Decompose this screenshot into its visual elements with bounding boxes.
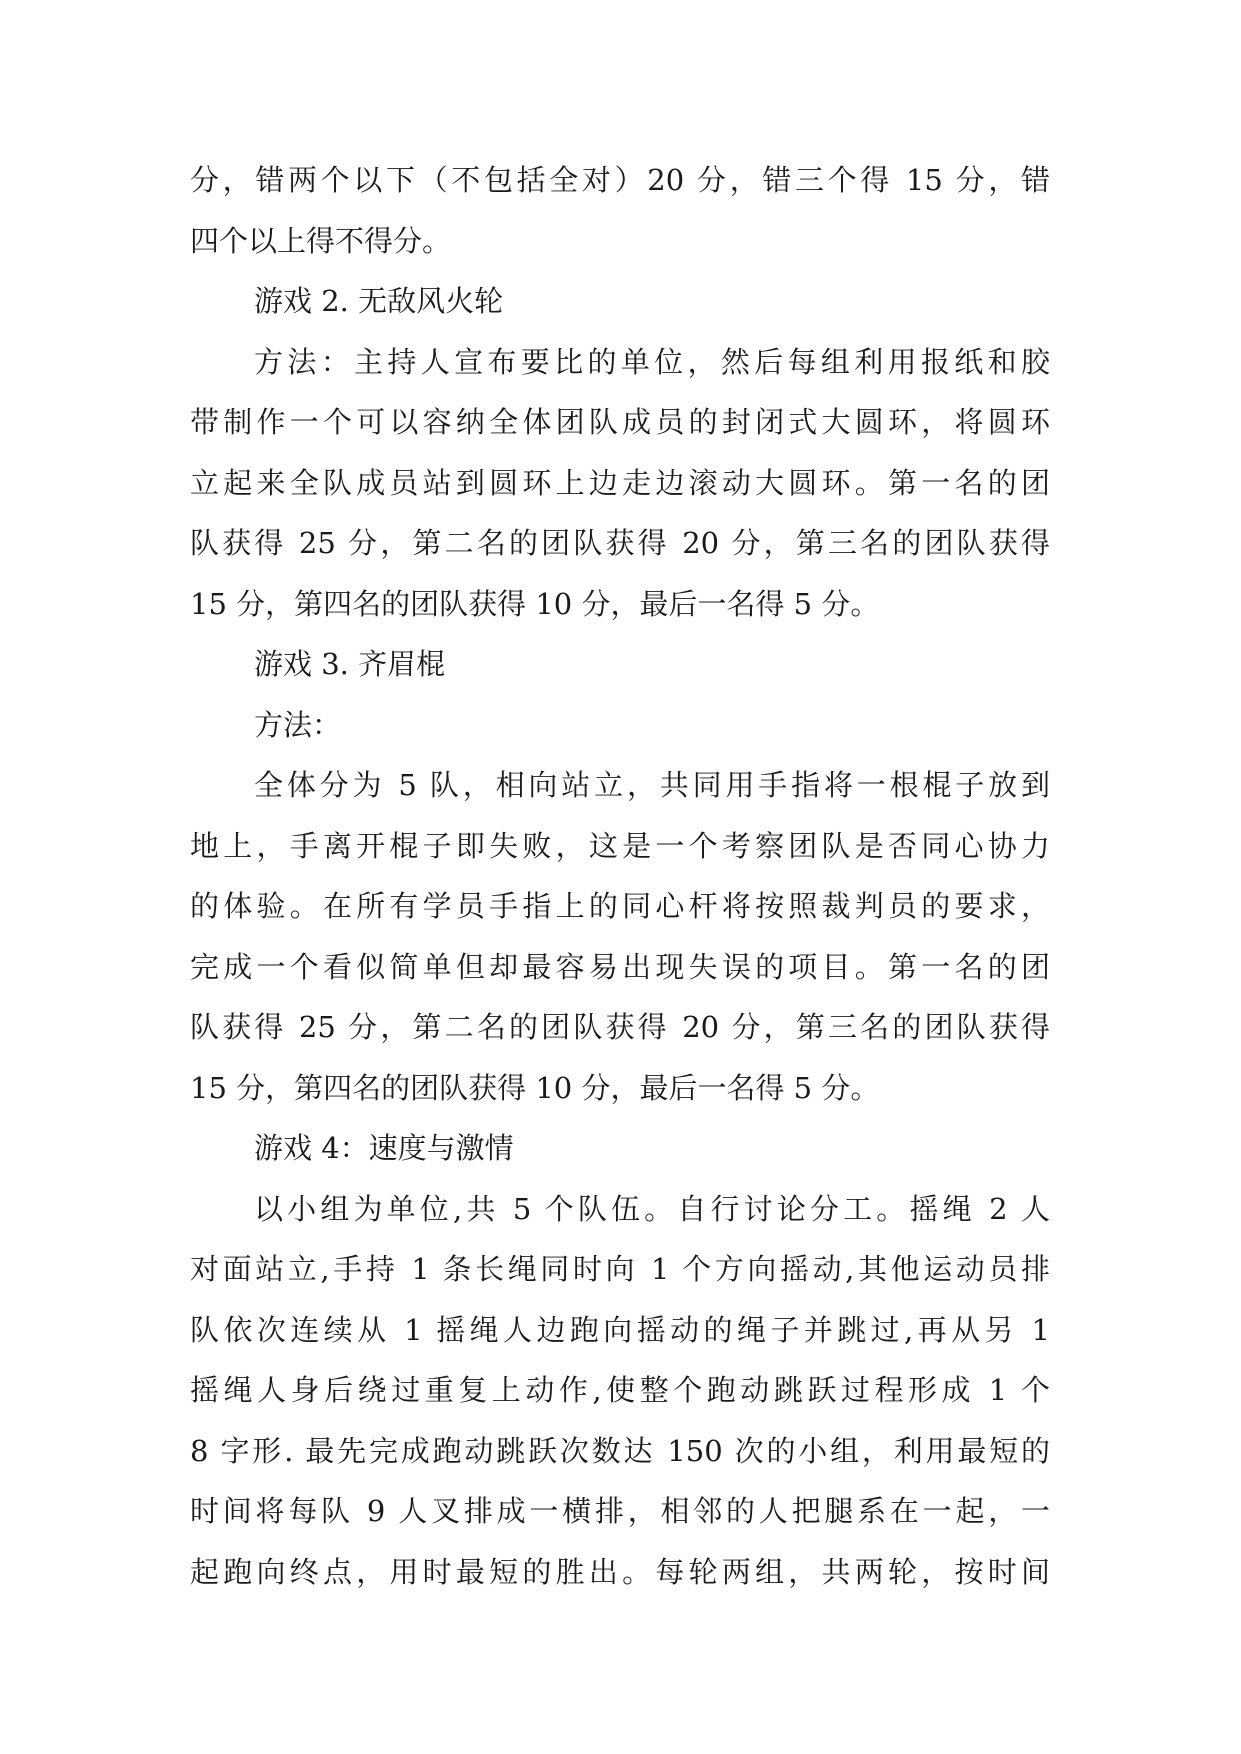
text-line: 摇绳人身后绕过重复上动作,使整个跑动跳跃过程形成 1 个 — [190, 1373, 1050, 1407]
text-line: 游戏 4：速度与激情 — [254, 1131, 514, 1165]
text-line: 带制作一个可以容纳全体团队成员的封闭式大圆环，将圆环 — [190, 405, 1050, 439]
text-line: 分，错两个以下（不包括全对）20 分，错三个得 15 分，错 — [190, 163, 1050, 197]
text-line: 全体分为 5 队，相向站立，共同用手指将一根棍子放到 — [254, 768, 1050, 802]
text-line: 游戏 3. 齐眉棍 — [254, 647, 446, 681]
document-body — [190, 160, 1050, 1612]
text-line: 方法：主持人宣布要比的单位，然后每组利用报纸和胶 — [254, 344, 1050, 379]
text-line: 时间将每队 9 人叉排成一横排，相邻的人把腿系在一起，一 — [190, 1494, 1050, 1528]
text-line: 8 字形. 最先完成跑动跳跃次数达 150 次的小组，利用最短的 — [190, 1433, 1050, 1468]
text-line: 起跑向终点，用时最短的胜出。每轮两组，共两轮，按时间 — [190, 1554, 1050, 1589]
text-line: 的体验。在所有学员手指上的同心杆将按照裁判员的要求， — [190, 889, 1050, 923]
text-line: 四个以上得不得分。 — [190, 223, 452, 258]
text-line: 15 分，第四名的团队获得 10 分，最后一名得 5 分。 — [190, 586, 880, 621]
text-line: 游戏 2. 无敌风火轮 — [254, 284, 504, 318]
text-line: 方法： — [254, 707, 342, 742]
text-line: 地上，手离开棍子即失败，这是一个考察团队是否同心协力 — [190, 828, 1050, 863]
text-line: 队获得 25 分，第二名的团队获得 20 分，第三名的团队获得 — [190, 526, 1050, 560]
text-line: 15 分，第四名的团队获得 10 分，最后一名得 5 分。 — [190, 1070, 880, 1105]
text-line: 立起来全队成员站到圆环上边走边滚动大圆环。第一名的团 — [190, 465, 1050, 500]
text-line: 对面站立,手持 1 条长绳同时向 1 个方向摇动,其他运动员排 — [190, 1252, 1050, 1286]
text-line: 队依次连续从 1 摇绳人边跑向摇动的绳子并跳过,再从另 1 — [190, 1312, 1050, 1347]
text-line: 队获得 25 分，第二名的团队获得 20 分，第三名的团队获得 — [190, 1010, 1050, 1044]
text-line: 完成一个看似简单但却最容易出现失误的项目。第一名的团 — [190, 949, 1050, 984]
text-line: 以小组为单位,共 5 个队伍。自行讨论分工。摇绳 2 人 — [254, 1191, 1050, 1226]
